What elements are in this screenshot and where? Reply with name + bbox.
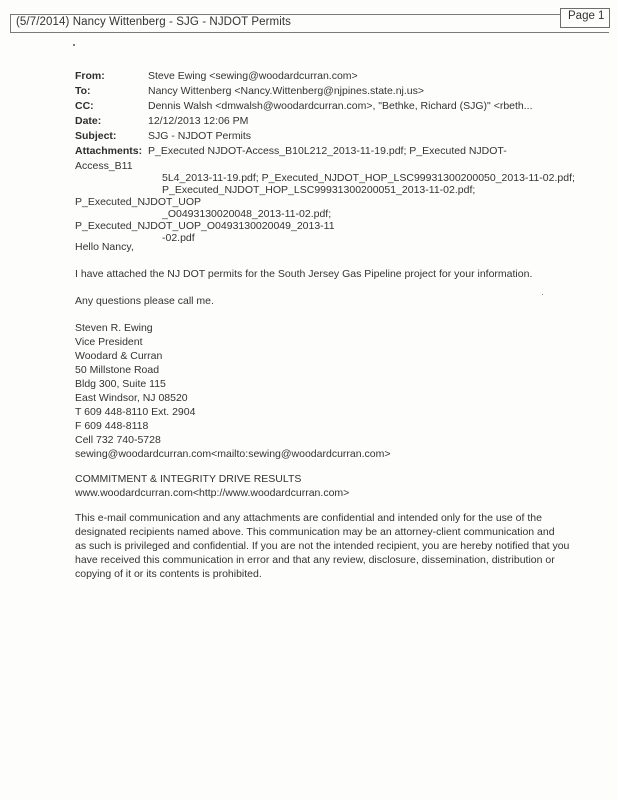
greeting: Hello Nancy,	[75, 241, 134, 253]
signature-slogan: COMMITMENT & INTEGRITY DRIVE RESULTS	[75, 473, 302, 485]
body-paragraph: I have attached the NJ DOT permits for the South Jersey Gas Pipeline project for your information.	[75, 268, 533, 280]
page-number: Page 1	[568, 10, 605, 22]
signature-company: Woodard & Curran	[75, 350, 163, 362]
attachments-line: _O0493130020048_2013-11-02.pdf;	[162, 208, 332, 220]
signature-city: East Windsor, NJ 08520	[75, 392, 188, 404]
date-label: Date:	[75, 115, 102, 127]
to-label: To:	[75, 85, 91, 97]
disclaimer-line: This e-mail communication and any attachments are confidential and intended only for the use of the	[75, 512, 542, 524]
attachments-line: Access_B11	[75, 160, 133, 172]
attachments-line: -02.pdf	[162, 232, 195, 244]
cc-value: Dennis Walsh <dmwalsh@woodardcurran.com>, "Bethke, Richard (SJG)" <rbeth...	[148, 100, 533, 112]
attachments-label: Attachments:	[75, 145, 143, 157]
disclaimer-line: copying of it or its contents is prohibited.	[75, 568, 262, 580]
disclaimer-line: as such is privileged and confidential. If you are not the intended recipient, you are hereby notified that you	[75, 540, 570, 552]
signature-name: Steven R. Ewing	[75, 322, 153, 334]
attachments-line: P_Executed_NJDOT_HOP_LSC99931300200051_2013-11-02.pdf;	[162, 184, 476, 196]
from-label: From:	[75, 70, 105, 82]
scan-speck	[542, 294, 543, 295]
signature-fax: F 609 448-8118	[75, 420, 149, 432]
disclaimer-line: have received this communication in error and that any review, disclosure, dissemination, distribution or	[75, 554, 555, 566]
print-header-title: (5/7/2014) Nancy Wittenberg - SJG - NJDOT Permits	[16, 16, 292, 28]
signature-address: Bldg 300, Suite 115	[75, 378, 166, 390]
body-paragraph: Any questions please call me.	[75, 295, 214, 307]
signature-address: 50 Millstone Road	[75, 364, 160, 376]
subject-label: Subject:	[75, 130, 117, 142]
signature-title: Vice President	[75, 336, 143, 348]
date-value: 12/12/2013 12:06 PM	[148, 115, 249, 127]
signature-email: sewing@woodardcurran.com<mailto:sewing@woodardcurran.com>	[75, 448, 391, 460]
attachments-line: P_Executed_NJDOT_UOP	[75, 196, 202, 208]
to-value: Nancy Wittenberg <Nancy.Wittenberg@njpines.state.nj.us>	[148, 85, 425, 97]
cc-label: CC:	[75, 100, 94, 112]
signature-website: www.woodardcurran.com<http://www.woodardcurran.com>	[75, 487, 350, 499]
disclaimer-line: designated recipients named above. This communication may be an attorney-client communication and	[75, 526, 555, 538]
attachments-line: P_Executed NJDOT-Access_B10L212_2013-11-19.pdf; P_Executed NJDOT-	[148, 145, 507, 157]
attachments-line: 5L4_2013-11-19.pdf; P_Executed_NJDOT_HOP_LSC99931300200050_2013-11-02.pdf;	[162, 172, 575, 184]
attachments-line: P_Executed_NJDOT_UOP_O0493130020049_2013-11	[75, 220, 335, 232]
signature-cell: Cell 732 740-5728	[75, 434, 161, 446]
signature-phone: T 609 448-8110 Ext. 2904	[75, 406, 196, 418]
subject-value: SJG - NJDOT Permits	[148, 130, 252, 142]
scan-speck	[73, 44, 75, 46]
from-value: Steve Ewing <sewing@woodardcurran.com>	[148, 70, 358, 82]
